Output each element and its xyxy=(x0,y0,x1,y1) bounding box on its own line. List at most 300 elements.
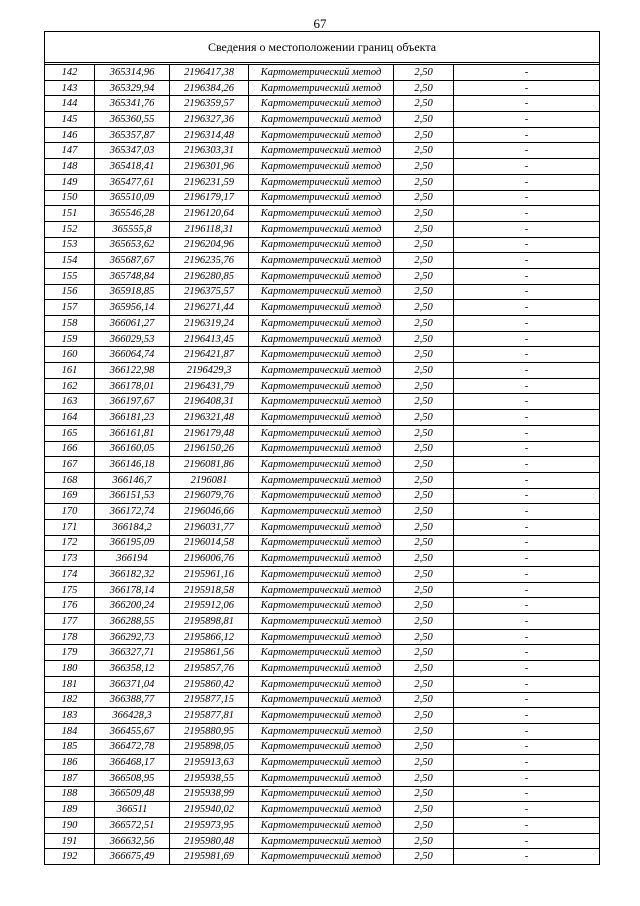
method-cell: Картометрический метод xyxy=(249,112,394,128)
point-number-cell: 160 xyxy=(45,347,95,363)
description-cell: - xyxy=(454,849,600,865)
table-row xyxy=(45,112,600,128)
method-cell: Картометрический метод xyxy=(249,551,394,567)
point-number-cell: 142 xyxy=(45,65,95,81)
point-number-cell: 151 xyxy=(45,206,95,222)
y-coordinate-cell: 2196413,45 xyxy=(170,331,249,347)
accuracy-cell: 2,50 xyxy=(394,833,454,849)
y-coordinate-cell: 2196359,57 xyxy=(170,96,249,112)
accuracy-cell: 2,50 xyxy=(394,316,454,332)
y-coordinate-cell: 2195860,42 xyxy=(170,676,249,692)
point-number-cell: 155 xyxy=(45,268,95,284)
method-cell: Картометрический метод xyxy=(249,739,394,755)
point-number-cell: 144 xyxy=(45,96,95,112)
x-coordinate-cell: 366200,24 xyxy=(95,598,170,614)
description-cell: - xyxy=(454,488,600,504)
description-cell: - xyxy=(454,206,600,222)
x-coordinate-cell: 365418,41 xyxy=(95,159,170,175)
description-cell: - xyxy=(454,378,600,394)
x-coordinate-cell: 365748,84 xyxy=(95,268,170,284)
point-number-cell: 187 xyxy=(45,770,95,786)
table-row xyxy=(45,472,600,488)
accuracy-cell: 2,50 xyxy=(394,582,454,598)
method-cell: Картометрический метод xyxy=(249,363,394,379)
table-row xyxy=(45,676,600,692)
table-row xyxy=(45,567,600,583)
x-coordinate-cell: 366029,53 xyxy=(95,331,170,347)
x-coordinate-cell: 366181,23 xyxy=(95,410,170,426)
table-row xyxy=(45,284,600,300)
x-coordinate-cell: 366122,98 xyxy=(95,363,170,379)
accuracy-cell: 2,50 xyxy=(394,143,454,159)
table-row xyxy=(45,331,600,347)
x-coordinate-cell: 365347,03 xyxy=(95,143,170,159)
point-number-cell: 178 xyxy=(45,629,95,645)
y-coordinate-cell: 2196314,48 xyxy=(170,127,249,143)
method-cell: Картометрический метод xyxy=(249,331,394,347)
y-coordinate-cell: 2196301,96 xyxy=(170,159,249,175)
point-number-cell: 149 xyxy=(45,174,95,190)
x-coordinate-cell: 366197,67 xyxy=(95,394,170,410)
x-coordinate-cell: 366428,3 xyxy=(95,708,170,724)
method-cell: Картометрический метод xyxy=(249,818,394,834)
accuracy-cell: 2,50 xyxy=(394,708,454,724)
table-row xyxy=(45,237,600,253)
method-cell: Картометрический метод xyxy=(249,833,394,849)
point-number-cell: 168 xyxy=(45,472,95,488)
method-cell: Картометрический метод xyxy=(249,410,394,426)
point-number-cell: 150 xyxy=(45,190,95,206)
accuracy-cell: 2,50 xyxy=(394,645,454,661)
description-cell: - xyxy=(454,661,600,677)
method-cell: Картометрический метод xyxy=(249,645,394,661)
x-coordinate-cell: 366468,17 xyxy=(95,755,170,771)
method-cell: Картометрический метод xyxy=(249,284,394,300)
y-coordinate-cell: 2195918,58 xyxy=(170,582,249,598)
accuracy-cell: 2,50 xyxy=(394,112,454,128)
y-coordinate-cell: 2196280,85 xyxy=(170,268,249,284)
table-row xyxy=(45,457,600,473)
y-coordinate-cell: 2195938,55 xyxy=(170,770,249,786)
y-coordinate-cell: 2196179,48 xyxy=(170,425,249,441)
y-coordinate-cell: 2196081,86 xyxy=(170,457,249,473)
description-cell: - xyxy=(454,802,600,818)
point-number-cell: 186 xyxy=(45,755,95,771)
point-number-cell: 166 xyxy=(45,441,95,457)
method-cell: Картометрический метод xyxy=(249,268,394,284)
point-number-cell: 180 xyxy=(45,661,95,677)
description-cell: - xyxy=(454,159,600,175)
x-coordinate-cell: 366161,81 xyxy=(95,425,170,441)
table-row xyxy=(45,425,600,441)
x-coordinate-cell: 366182,32 xyxy=(95,567,170,583)
x-coordinate-cell: 365329,94 xyxy=(95,80,170,96)
table-row xyxy=(45,253,600,269)
method-cell: Картометрический метод xyxy=(249,206,394,222)
accuracy-cell: 2,50 xyxy=(394,159,454,175)
point-number-cell: 189 xyxy=(45,802,95,818)
point-number-cell: 143 xyxy=(45,80,95,96)
x-coordinate-cell: 366292,73 xyxy=(95,629,170,645)
description-cell: - xyxy=(454,96,600,112)
table-row xyxy=(45,645,600,661)
accuracy-cell: 2,50 xyxy=(394,614,454,630)
y-coordinate-cell: 2196429,3 xyxy=(170,363,249,379)
table-row xyxy=(45,551,600,567)
accuracy-cell: 2,50 xyxy=(394,347,454,363)
point-number-cell: 145 xyxy=(45,112,95,128)
y-coordinate-cell: 2195980,48 xyxy=(170,833,249,849)
accuracy-cell: 2,50 xyxy=(394,441,454,457)
method-cell: Картометрический метод xyxy=(249,316,394,332)
table-row xyxy=(45,268,600,284)
point-number-cell: 152 xyxy=(45,221,95,237)
method-cell: Картометрический метод xyxy=(249,504,394,520)
point-number-cell: 185 xyxy=(45,739,95,755)
point-number-cell: 164 xyxy=(45,410,95,426)
accuracy-cell: 2,50 xyxy=(394,802,454,818)
method-cell: Картометрический метод xyxy=(249,786,394,802)
page-number: 67 xyxy=(313,16,327,31)
table-row xyxy=(45,143,600,159)
table-row xyxy=(45,598,600,614)
method-cell: Картометрический метод xyxy=(249,535,394,551)
y-coordinate-cell: 2195880,95 xyxy=(170,723,249,739)
method-cell: Картометрический метод xyxy=(249,755,394,771)
description-cell: - xyxy=(454,519,600,535)
point-number-cell: 191 xyxy=(45,833,95,849)
y-coordinate-cell: 2196120,64 xyxy=(170,206,249,222)
method-cell: Картометрический метод xyxy=(249,708,394,724)
method-cell: Картометрический метод xyxy=(249,127,394,143)
x-coordinate-cell: 366511 xyxy=(95,802,170,818)
table-row xyxy=(45,378,600,394)
table-row xyxy=(45,206,600,222)
point-number-cell: 153 xyxy=(45,237,95,253)
table-row xyxy=(45,441,600,457)
x-coordinate-cell: 365555,8 xyxy=(95,221,170,237)
table-row xyxy=(45,519,600,535)
method-cell: Картометрический метод xyxy=(249,457,394,473)
point-number-cell: 148 xyxy=(45,159,95,175)
x-coordinate-cell: 365653,62 xyxy=(95,237,170,253)
description-cell: - xyxy=(454,457,600,473)
method-cell: Картометрический метод xyxy=(249,190,394,206)
accuracy-cell: 2,50 xyxy=(394,770,454,786)
description-cell: - xyxy=(454,770,600,786)
y-coordinate-cell: 2196319,24 xyxy=(170,316,249,332)
accuracy-cell: 2,50 xyxy=(394,849,454,865)
table-row xyxy=(45,614,600,630)
y-coordinate-cell: 2195961,16 xyxy=(170,567,249,583)
x-coordinate-cell: 366572,51 xyxy=(95,818,170,834)
method-cell: Картометрический метод xyxy=(249,661,394,677)
x-coordinate-cell: 366172,74 xyxy=(95,504,170,520)
x-coordinate-cell: 366160,05 xyxy=(95,441,170,457)
accuracy-cell: 2,50 xyxy=(394,221,454,237)
accuracy-cell: 2,50 xyxy=(394,488,454,504)
y-coordinate-cell: 2195877,81 xyxy=(170,708,249,724)
description-cell: - xyxy=(454,629,600,645)
point-number-cell: 167 xyxy=(45,457,95,473)
x-coordinate-cell: 366146,18 xyxy=(95,457,170,473)
y-coordinate-cell: 2196327,36 xyxy=(170,112,249,128)
table-row xyxy=(45,755,600,771)
method-cell: Картометрический метод xyxy=(249,598,394,614)
x-coordinate-cell: 366509,48 xyxy=(95,786,170,802)
y-coordinate-cell: 2196150,26 xyxy=(170,441,249,457)
point-number-cell: 170 xyxy=(45,504,95,520)
description-cell: - xyxy=(454,504,600,520)
method-cell: Картометрический метод xyxy=(249,441,394,457)
y-coordinate-cell: 2196421,87 xyxy=(170,347,249,363)
table-row xyxy=(45,300,600,316)
table-row xyxy=(45,316,600,332)
x-coordinate-cell: 366151,53 xyxy=(95,488,170,504)
table-row xyxy=(45,127,600,143)
method-cell: Картометрический метод xyxy=(249,519,394,535)
method-cell: Картометрический метод xyxy=(249,488,394,504)
method-cell: Картометрический метод xyxy=(249,347,394,363)
description-cell: - xyxy=(454,410,600,426)
y-coordinate-cell: 2196014,58 xyxy=(170,535,249,551)
y-coordinate-cell: 2195912,06 xyxy=(170,598,249,614)
accuracy-cell: 2,50 xyxy=(394,127,454,143)
point-number-cell: 183 xyxy=(45,708,95,724)
table-row xyxy=(45,723,600,739)
x-coordinate-cell: 366388,77 xyxy=(95,692,170,708)
table-row xyxy=(45,488,600,504)
accuracy-cell: 2,50 xyxy=(394,96,454,112)
x-coordinate-cell: 365357,87 xyxy=(95,127,170,143)
description-cell: - xyxy=(454,284,600,300)
point-number-cell: 147 xyxy=(45,143,95,159)
y-coordinate-cell: 2195861,56 xyxy=(170,645,249,661)
description-cell: - xyxy=(454,723,600,739)
method-cell: Картометрический метод xyxy=(249,237,394,253)
x-coordinate-cell: 366455,67 xyxy=(95,723,170,739)
table-row xyxy=(45,80,600,96)
description-cell: - xyxy=(454,253,600,269)
method-cell: Картометрический метод xyxy=(249,676,394,692)
point-number-cell: 181 xyxy=(45,676,95,692)
y-coordinate-cell: 2195857,76 xyxy=(170,661,249,677)
x-coordinate-cell: 365314,96 xyxy=(95,65,170,81)
point-number-cell: 165 xyxy=(45,425,95,441)
table-row xyxy=(45,347,600,363)
method-cell: Картометрический метод xyxy=(249,300,394,316)
accuracy-cell: 2,50 xyxy=(394,237,454,253)
method-cell: Картометрический метод xyxy=(249,174,394,190)
method-cell: Картометрический метод xyxy=(249,770,394,786)
method-cell: Картометрический метод xyxy=(249,65,394,81)
point-number-cell: 157 xyxy=(45,300,95,316)
method-cell: Картометрический метод xyxy=(249,472,394,488)
accuracy-cell: 2,50 xyxy=(394,425,454,441)
x-coordinate-cell: 366675,49 xyxy=(95,849,170,865)
point-number-cell: 162 xyxy=(45,378,95,394)
x-coordinate-cell: 365687,67 xyxy=(95,253,170,269)
accuracy-cell: 2,50 xyxy=(394,268,454,284)
y-coordinate-cell: 2196046,66 xyxy=(170,504,249,520)
table-row xyxy=(45,708,600,724)
table-row xyxy=(45,692,600,708)
description-cell: - xyxy=(454,80,600,96)
x-coordinate-cell: 366358,12 xyxy=(95,661,170,677)
method-cell: Картометрический метод xyxy=(249,567,394,583)
description-cell: - xyxy=(454,708,600,724)
method-cell: Картометрический метод xyxy=(249,96,394,112)
point-number-cell: 163 xyxy=(45,394,95,410)
table-row xyxy=(45,504,600,520)
method-cell: Картометрический метод xyxy=(249,221,394,237)
x-coordinate-cell: 366061,27 xyxy=(95,316,170,332)
y-coordinate-cell: 2196118,31 xyxy=(170,221,249,237)
description-cell: - xyxy=(454,833,600,849)
description-cell: - xyxy=(454,472,600,488)
y-coordinate-cell: 2196408,31 xyxy=(170,394,249,410)
table-row xyxy=(45,159,600,175)
accuracy-cell: 2,50 xyxy=(394,394,454,410)
accuracy-cell: 2,50 xyxy=(394,519,454,535)
accuracy-cell: 2,50 xyxy=(394,786,454,802)
table-row xyxy=(45,394,600,410)
description-cell: - xyxy=(454,551,600,567)
point-number-cell: 190 xyxy=(45,818,95,834)
description-cell: - xyxy=(454,739,600,755)
description-cell: - xyxy=(454,394,600,410)
accuracy-cell: 2,50 xyxy=(394,739,454,755)
point-number-cell: 174 xyxy=(45,567,95,583)
accuracy-cell: 2,50 xyxy=(394,692,454,708)
table-row xyxy=(45,786,600,802)
x-coordinate-cell: 366327,71 xyxy=(95,645,170,661)
description-cell: - xyxy=(454,174,600,190)
y-coordinate-cell: 2195898,81 xyxy=(170,614,249,630)
point-number-cell: 184 xyxy=(45,723,95,739)
table-row xyxy=(45,363,600,379)
x-coordinate-cell: 366178,14 xyxy=(95,582,170,598)
method-cell: Картометрический метод xyxy=(249,159,394,175)
y-coordinate-cell: 2195973,95 xyxy=(170,818,249,834)
method-cell: Картометрический метод xyxy=(249,582,394,598)
accuracy-cell: 2,50 xyxy=(394,206,454,222)
y-coordinate-cell: 2196303,31 xyxy=(170,143,249,159)
point-number-cell: 177 xyxy=(45,614,95,630)
y-coordinate-cell: 2196321,48 xyxy=(170,410,249,426)
description-cell: - xyxy=(454,582,600,598)
x-coordinate-cell: 366146,7 xyxy=(95,472,170,488)
description-cell: - xyxy=(454,818,600,834)
description-cell: - xyxy=(454,65,600,81)
table-row xyxy=(45,221,600,237)
table-row xyxy=(45,174,600,190)
y-coordinate-cell: 2196231,59 xyxy=(170,174,249,190)
description-cell: - xyxy=(454,347,600,363)
table-title-row xyxy=(45,32,600,63)
point-number-cell: 175 xyxy=(45,582,95,598)
table-row xyxy=(45,410,600,426)
description-cell: - xyxy=(454,268,600,284)
accuracy-cell: 2,50 xyxy=(394,253,454,269)
table-row xyxy=(45,190,600,206)
table-row xyxy=(45,535,600,551)
description-cell: - xyxy=(454,614,600,630)
description-cell: - xyxy=(454,221,600,237)
point-number-cell: 154 xyxy=(45,253,95,269)
y-coordinate-cell: 2195981,69 xyxy=(170,849,249,865)
method-cell: Картометрический метод xyxy=(249,629,394,645)
accuracy-cell: 2,50 xyxy=(394,190,454,206)
method-cell: Картометрический метод xyxy=(249,614,394,630)
accuracy-cell: 2,50 xyxy=(394,284,454,300)
x-coordinate-cell: 365546,28 xyxy=(95,206,170,222)
description-cell: - xyxy=(454,300,600,316)
y-coordinate-cell: 2196179,17 xyxy=(170,190,249,206)
description-cell: - xyxy=(454,143,600,159)
description-cell: - xyxy=(454,331,600,347)
y-coordinate-cell: 2195877,15 xyxy=(170,692,249,708)
y-coordinate-cell: 2196204,96 xyxy=(170,237,249,253)
x-coordinate-cell: 365510,09 xyxy=(95,190,170,206)
table-row xyxy=(45,849,600,865)
method-cell: Картометрический метод xyxy=(249,802,394,818)
accuracy-cell: 2,50 xyxy=(394,331,454,347)
description-cell: - xyxy=(454,645,600,661)
method-cell: Картометрический метод xyxy=(249,692,394,708)
accuracy-cell: 2,50 xyxy=(394,551,454,567)
table-row xyxy=(45,739,600,755)
point-number-cell: 188 xyxy=(45,786,95,802)
x-coordinate-cell: 365360,55 xyxy=(95,112,170,128)
point-number-cell: 179 xyxy=(45,645,95,661)
x-coordinate-cell: 365918,85 xyxy=(95,284,170,300)
y-coordinate-cell: 2195913,63 xyxy=(170,755,249,771)
x-coordinate-cell: 366064,74 xyxy=(95,347,170,363)
description-cell: - xyxy=(454,425,600,441)
accuracy-cell: 2,50 xyxy=(394,80,454,96)
method-cell: Картометрический метод xyxy=(249,425,394,441)
table-row xyxy=(45,661,600,677)
x-coordinate-cell: 366288,55 xyxy=(95,614,170,630)
table-row xyxy=(45,96,600,112)
x-coordinate-cell: 366195,09 xyxy=(95,535,170,551)
y-coordinate-cell: 2195866,12 xyxy=(170,629,249,645)
y-coordinate-cell: 2196081 xyxy=(170,472,249,488)
accuracy-cell: 2,50 xyxy=(394,661,454,677)
accuracy-cell: 2,50 xyxy=(394,378,454,394)
description-cell: - xyxy=(454,755,600,771)
method-cell: Картометрический метод xyxy=(249,253,394,269)
y-coordinate-cell: 2195898,05 xyxy=(170,739,249,755)
description-cell: - xyxy=(454,598,600,614)
point-number-cell: 159 xyxy=(45,331,95,347)
method-cell: Картометрический метод xyxy=(249,143,394,159)
description-cell: - xyxy=(454,190,600,206)
accuracy-cell: 2,50 xyxy=(394,504,454,520)
x-coordinate-cell: 366184,2 xyxy=(95,519,170,535)
point-number-cell: 182 xyxy=(45,692,95,708)
point-number-cell: 192 xyxy=(45,849,95,865)
accuracy-cell: 2,50 xyxy=(394,629,454,645)
point-number-cell: 173 xyxy=(45,551,95,567)
y-coordinate-cell: 2196384,26 xyxy=(170,80,249,96)
method-cell: Картометрический метод xyxy=(249,849,394,865)
x-coordinate-cell: 366178,01 xyxy=(95,378,170,394)
y-coordinate-cell: 2196271,44 xyxy=(170,300,249,316)
table-row xyxy=(45,802,600,818)
point-number-cell: 171 xyxy=(45,519,95,535)
